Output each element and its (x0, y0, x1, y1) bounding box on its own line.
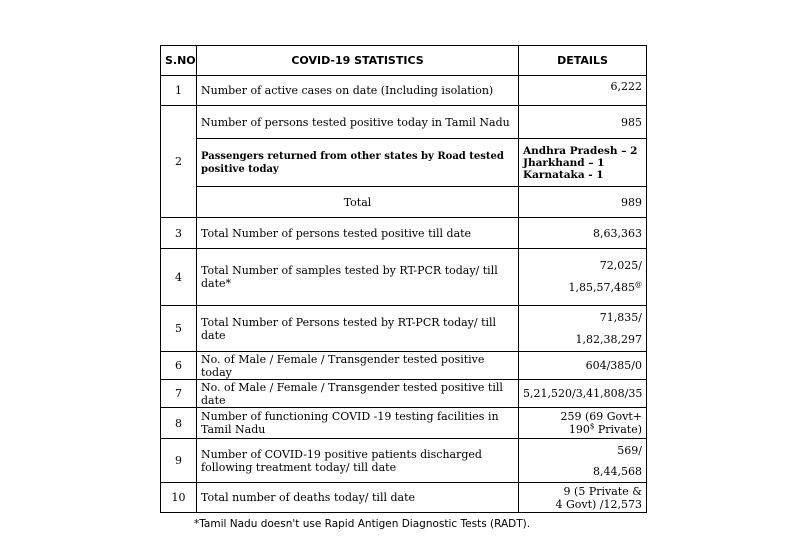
value-bottom: 4 Govt) /12,573 (555, 497, 642, 511)
value-bottom: 8,44,568 (593, 464, 642, 478)
row-sno: 7 (161, 380, 197, 408)
row-sno: 1 (161, 76, 197, 106)
row-label: Number of functioning COVID -19 testing facilities in Tamil Nadu (197, 408, 519, 439)
header-statistics: COVID-19 STATISTICS (197, 46, 519, 76)
state-item: Karnataka - 1 (523, 168, 604, 181)
row-value (519, 439, 647, 483)
row-value: 6,222 (519, 76, 647, 106)
row-sno: 3 (161, 218, 197, 249)
table-row (161, 218, 647, 249)
row-value: 989 (519, 187, 647, 218)
row-value: 604/385/0 (519, 352, 647, 380)
value-top: 71,835/ (599, 310, 642, 324)
table-row (161, 139, 647, 187)
row-label: Number of COVID-19 positive patients discharged following treatment today/ till date (197, 439, 519, 483)
row-label: Total Number of Persons tested by RT-PCR today/ till date (197, 306, 519, 352)
value-bottom (523, 423, 642, 436)
row-sno: 8 (161, 408, 197, 439)
row-label: Number of active cases on date (Including isolation) (197, 76, 519, 106)
table-row (161, 439, 647, 483)
row-value (519, 249, 647, 306)
table-header-row (161, 46, 647, 76)
row-sno: 2 (161, 106, 197, 218)
row-sno: 9 (161, 439, 197, 483)
value-top: 569/ (617, 443, 642, 457)
row-value (519, 306, 647, 352)
value-bottom-rest: Private) (594, 423, 642, 436)
table-row (161, 483, 647, 513)
table-footnote: *Tamil Nadu doesn't use Rapid Antigen Diagnostic Tests (RADT). (194, 518, 531, 530)
row-value (519, 483, 647, 513)
row-label: Total (197, 187, 519, 218)
header-sno: S.NO (161, 46, 197, 76)
value-bottom-text: 1,85,57,485 (568, 281, 635, 294)
value-footnote-mark: @ (635, 280, 642, 289)
value-top: 72,025/ (599, 259, 642, 272)
row-sno: 6 (161, 352, 197, 380)
value-footnote-mark: $ (589, 422, 595, 431)
value-bottom-number: 190 (568, 423, 590, 436)
state-item: Jharkhand – 1 (523, 156, 605, 169)
row-value (519, 408, 647, 439)
row-label: Number of persons tested positive today in Tamil Nadu (197, 106, 519, 139)
covid-statistics-table (160, 45, 647, 513)
row-sno: 10 (161, 483, 197, 513)
row-label: Total Number of persons tested positive till date (197, 218, 519, 249)
row-value: 8,63,363 (519, 218, 647, 249)
value-bottom (523, 277, 642, 299)
value-top: 259 (69 Govt+ (560, 410, 642, 423)
row-label: Total number of deaths today/ till date (197, 483, 519, 513)
row-label: Passengers returned from other states by Road tested positive today (197, 139, 519, 187)
row-sno: 4 (161, 249, 197, 306)
table-row (161, 306, 647, 352)
states-list (519, 139, 647, 187)
state-item: Andhra Pradesh – 2 (523, 144, 638, 157)
row-value: 985 (519, 106, 647, 139)
row-sno: 5 (161, 306, 197, 352)
header-details: DETAILS (519, 46, 647, 76)
row-value: 5,21,520/3,41,808/35 (519, 380, 647, 408)
row-label: No. of Male / Female / Transgender tested positive today (197, 352, 519, 380)
row-label: No. of Male / Female / Transgender tested positive till date (197, 380, 519, 408)
table-row (161, 249, 647, 306)
value-top: 9 (5 Private & (563, 484, 642, 498)
table-row (161, 76, 647, 106)
value-bottom: 1,82,38,297 (575, 332, 642, 346)
table-row (161, 106, 647, 139)
table-row (161, 187, 647, 218)
row-label: Total Number of samples tested by RT-PCR today/ till date* (197, 249, 519, 306)
table-row (161, 380, 647, 408)
table-row (161, 352, 647, 380)
table-row (161, 408, 647, 439)
